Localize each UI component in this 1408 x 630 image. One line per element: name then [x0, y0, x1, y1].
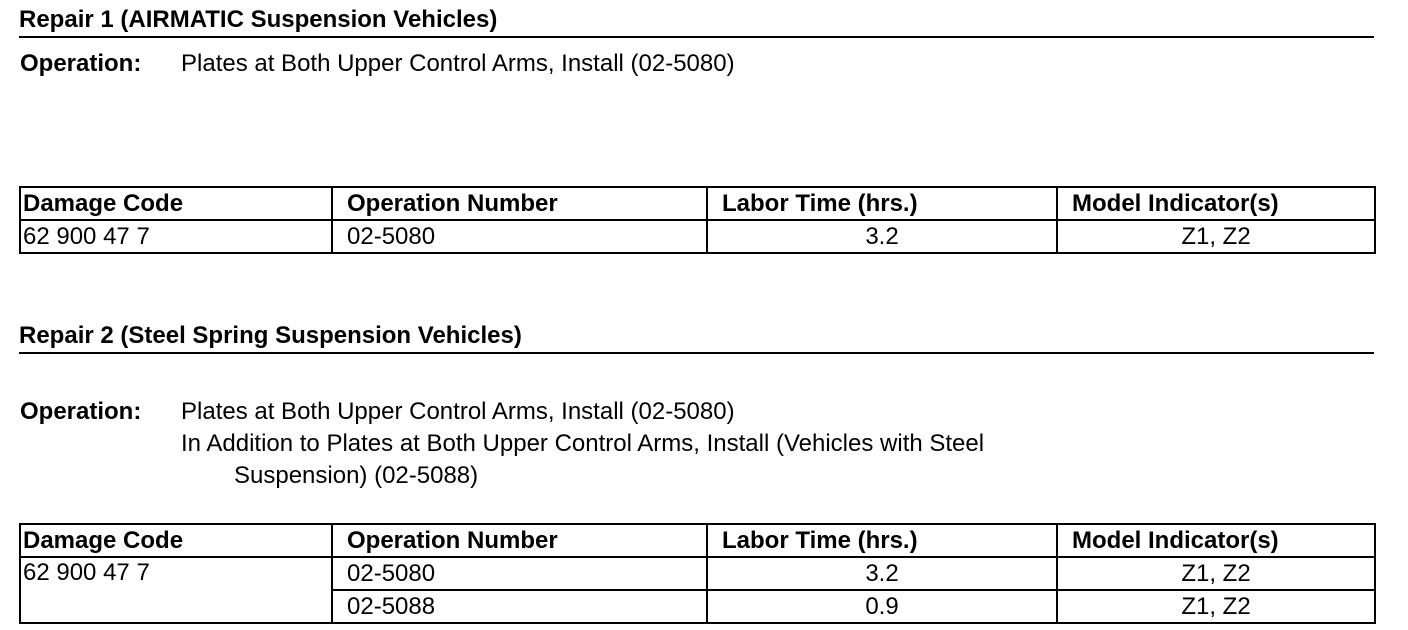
repair-2-operation [19, 396, 1374, 492]
table-row [20, 557, 1375, 590]
repair-1-operation-label: Operation: [20, 50, 142, 77]
header-labor-time: Labor Time (hrs.) [707, 524, 1057, 557]
repair-1-title: Repair 1 (AIRMATIC Suspension Vehicles) [19, 6, 1374, 38]
header-damage-code: Damage Code [20, 524, 332, 557]
damage-code-cell: 62 900 47 7 [20, 220, 332, 253]
repair-2-operation-label: Operation: [20, 398, 142, 425]
damage-code-cell: 62 900 47 7 [20, 557, 332, 623]
table-header-row [20, 524, 1375, 557]
header-model-indicators: Model Indicator(s) [1057, 524, 1375, 557]
table-header-row [20, 187, 1375, 220]
header-operation-number: Operation Number [332, 524, 707, 557]
repair-2-title: Repair 2 (Steel Spring Suspension Vehicles) [19, 322, 1374, 354]
repair-2-operation-line-3: Suspension) (02-5088) [234, 462, 479, 489]
repair-1-operation [19, 48, 1374, 80]
header-model-indicators: Model Indicator(s) [1057, 187, 1375, 220]
labor-time-cell: 0.9 [707, 590, 1057, 623]
operation-number-cell: 02-5088 [332, 590, 707, 623]
model-indicator-cell: Z1, Z2 [1057, 557, 1375, 590]
repair-2-labor-table [19, 523, 1376, 624]
header-labor-time: Labor Time (hrs.) [707, 187, 1057, 220]
repair-1-operation-line-1: Plates at Both Upper Control Arms, Install (02-5080) [181, 50, 735, 77]
repair-2-section [19, 322, 1374, 354]
header-operation-number: Operation Number [332, 187, 707, 220]
table-row [20, 220, 1375, 253]
repair-2-operation-line-1: Plates at Both Upper Control Arms, Install (02-5080) [181, 398, 735, 425]
repair-1-labor-table [19, 186, 1376, 254]
header-damage-code: Damage Code [20, 187, 332, 220]
repair-2-operation-line-2: In Addition to Plates at Both Upper Control Arms, Install (Vehicles with Steel [181, 430, 985, 457]
operation-number-cell: 02-5080 [332, 220, 707, 253]
model-indicator-cell: Z1, Z2 [1057, 590, 1375, 623]
labor-time-cell: 3.2 [707, 220, 1057, 253]
operation-number-cell: 02-5080 [332, 557, 707, 590]
labor-time-cell: 3.2 [707, 557, 1057, 590]
model-indicator-cell: Z1, Z2 [1057, 220, 1375, 253]
repair-1-section [19, 6, 1374, 38]
